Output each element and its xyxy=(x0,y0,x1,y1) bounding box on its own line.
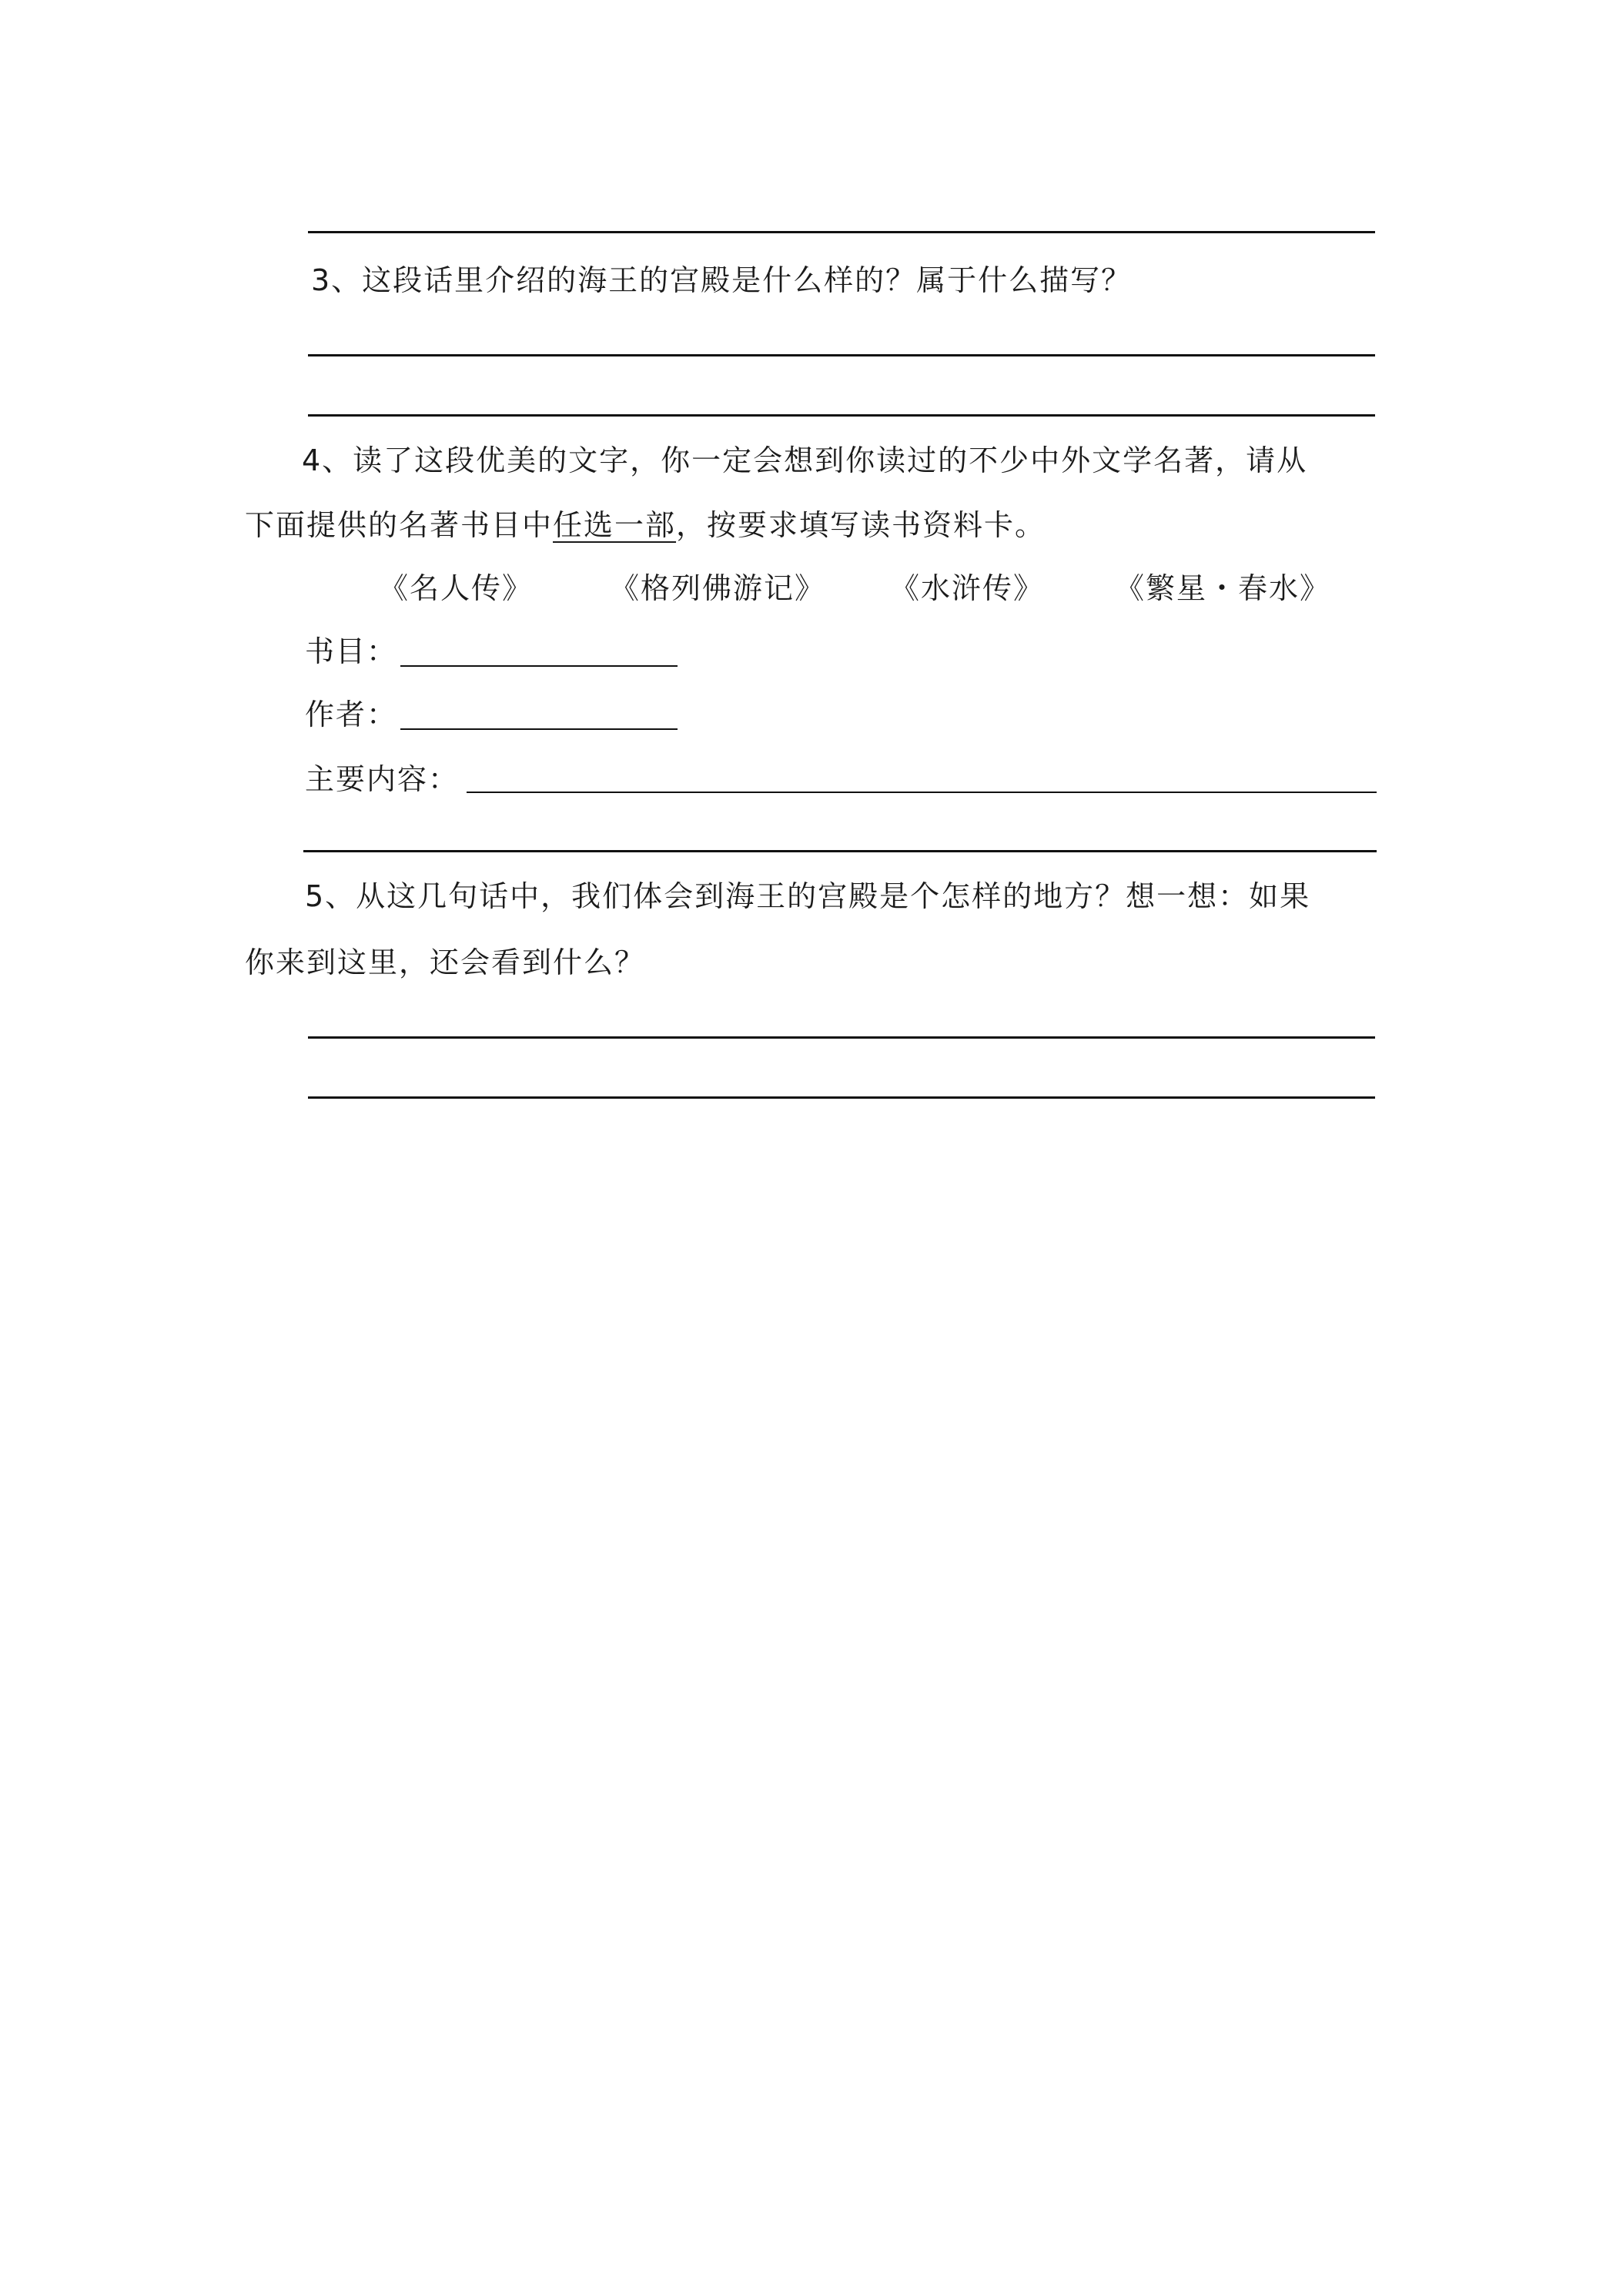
q3-answer-line-2[interactable] xyxy=(308,414,1375,417)
card-title-label: 书目： xyxy=(305,634,398,668)
q5-answer-line-1[interactable] xyxy=(308,1036,1375,1039)
question-4-line-1: 4、读了这段优美的文字，你一定会想到你读过的不少中外文学名著，请从 xyxy=(302,443,1308,477)
q5-answer-line-2[interactable] xyxy=(308,1096,1375,1099)
book-option-3: 《水浒传》 xyxy=(890,571,1045,605)
question-5-line-2: 你来到这里，还会看到什么？ xyxy=(245,946,646,979)
card-author-label: 作者： xyxy=(305,698,398,731)
q4-emphasis-underlined: 任选一部 xyxy=(553,508,677,542)
question-3-text: 3、这段话里介绍的海王的宫殿是什么样的？属于什么描写？ xyxy=(311,263,1133,297)
answer-line-previous[interactable] xyxy=(308,231,1375,233)
book-option-2: 《格列佛游记》 xyxy=(610,571,826,605)
q4-line2-after: ，按要求填写读书资料卡。 xyxy=(676,508,1046,542)
card-content-label: 主要内容： xyxy=(305,762,460,796)
card-author-field[interactable] xyxy=(400,728,678,730)
question-4-line-2 xyxy=(245,507,1046,544)
q4-line2-before: 下面提供的名著书目中 xyxy=(245,508,554,542)
q3-answer-line-1[interactable] xyxy=(308,354,1375,356)
card-content-field[interactable] xyxy=(467,792,1377,793)
card-content-line-2[interactable] xyxy=(303,850,1377,852)
card-title-field[interactable] xyxy=(400,665,678,667)
question-5-line-1: 5、从这几句话中，我们体会到海王的宫殿是个怎样的地方？想一想：如果 xyxy=(305,879,1311,913)
book-option-1: 《名人传》 xyxy=(379,571,534,605)
book-option-4: 《繁星・春水》 xyxy=(1115,571,1331,605)
